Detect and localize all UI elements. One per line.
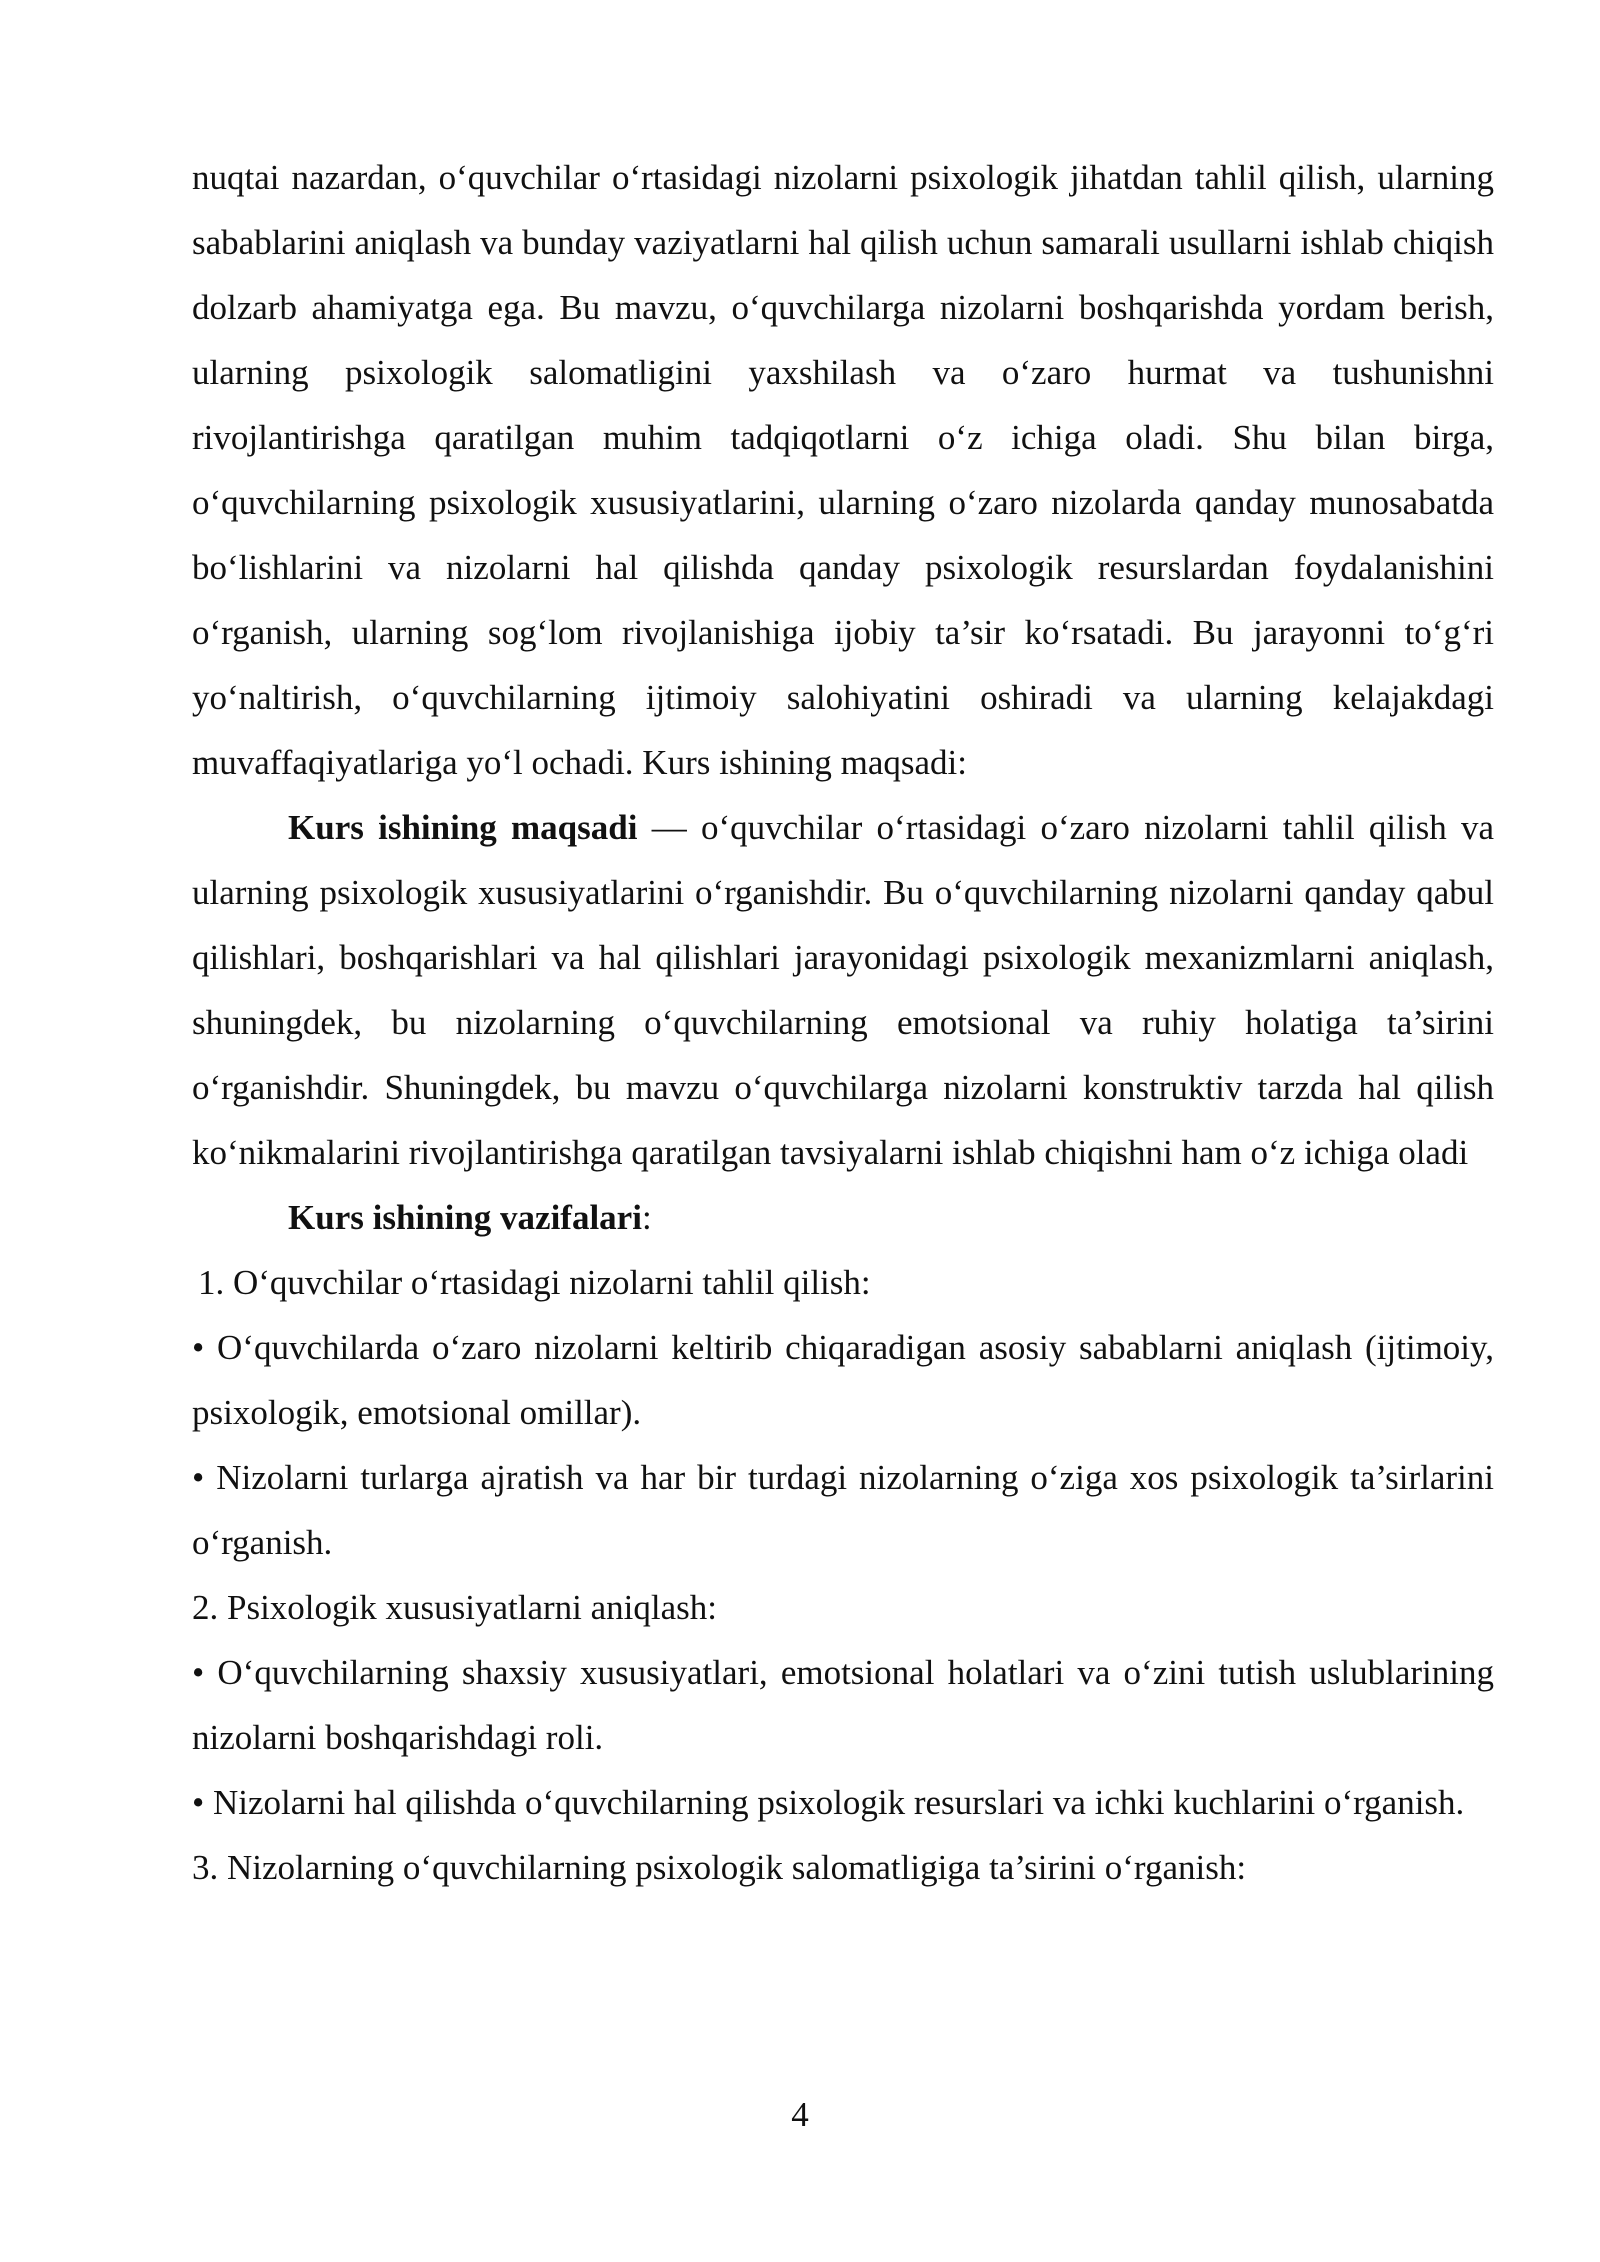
tasks-heading <box>192 1185 1494 1250</box>
page-body <box>192 145 1494 1900</box>
task-item-3: 3. Nizolarning o‘quvchilarning psixologik salomatligiga ta’sirini o‘rganish: <box>192 1848 1247 1887</box>
tasks-heading-label: Kurs ishining vazifalari <box>288 1198 642 1237</box>
page-number: 4 <box>791 2095 809 2134</box>
task-item-1: 1. O‘quvchilar o‘rtasidagi nizolarni tahlil qilish: <box>198 1263 871 1302</box>
bullet-item: • O‘quvchilarning shaxsiy xususiyatlari, emotsional holatlari va o‘zini tutish uslublarining nizolarni boshqarishdagi roli. <box>192 1653 1494 1757</box>
goal-heading: Kurs ishining maqsadi <box>288 808 638 847</box>
goal-paragraph <box>192 795 1494 1185</box>
intro-paragraph: nuqtai nazardan, o‘quvchilar o‘rtasidagi nizolarni psixologik jihatdan tahlil qilish, ularning sabablarini aniqlash va bunday vaziyatlarni hal qilish uchun samarali usullarni ishlab chiqish dolzarb ahamiyatga ega. Bu mavzu, o‘quvchilarga nizolarni boshqarishda yordam berish, ularning psixologik salomatligini yaxshilash va o‘zaro hurmat va tushunishni rivojlantirishga qaratilgan muhim tadqiqotlarni o‘z ichiga oladi. Shu bilan birga, o‘quvchilarning psixologik xususiyatlarini, ularning o‘zaro nizolarda qanday munosabatda bo‘lishlarini va nizolarni hal qilishda qanday psixologik resurslardan foydalanishini o‘rganish, ularning sog‘lom rivojlanishiga ijobiy ta’sir ko‘rsatadi. Bu jarayonni to‘g‘ri yo‘naltirish, o‘quvchilarning ijtimoiy salohiyatini oshiradi va ularning kelajakdagi muvaffaqiyatlariga yo‘l ochadi. Kurs ishining maqsadi: <box>192 158 1494 782</box>
tasks-heading-colon: : <box>641 1198 652 1237</box>
bullet-item: • Nizolarni turlarga ajratish va har bir turdagi nizolarning o‘ziga xos psixologik ta’sirlarini o‘rganish. <box>192 1458 1494 1562</box>
task-item-2: 2. Psixologik xususiyatlarni aniqlash: <box>192 1588 717 1627</box>
bullet-item: • O‘quvchilarda o‘zaro nizolarni keltirib chiqaradigan asosiy sabablarni aniqlash (ijtimoiy, psixologik, emotsional omillar). <box>192 1328 1494 1432</box>
goal-text: — o‘quvchilar o‘rtasidagi o‘zaro nizolarni tahlil qilish va ularning psixologik xususiyatlarini o‘rganishdir. Bu o‘quvchilarning nizolarni qanday qabul qilishlari, boshqarishlari va hal qilishlari jarayonidagi psixologik mexanizmlarni aniqlash, shuningdek, bu nizolarning o‘quvchilarning emotsional va ruhiy holatiga ta’sirini o‘rganishdir. Shuningdek, bu mavzu o‘quvchilarga nizolarni konstruktiv tarzda hal qilish ko‘nikmalarini rivojlantirishga qaratilgan tavsiyalarni ishlab chiqishni ham o‘z ichiga oladi <box>192 808 1494 1172</box>
bullet-item: • Nizolarni hal qilishda o‘quvchilarning psixologik resurslari va ichki kuchlarini o‘rganish. <box>192 1783 1465 1822</box>
